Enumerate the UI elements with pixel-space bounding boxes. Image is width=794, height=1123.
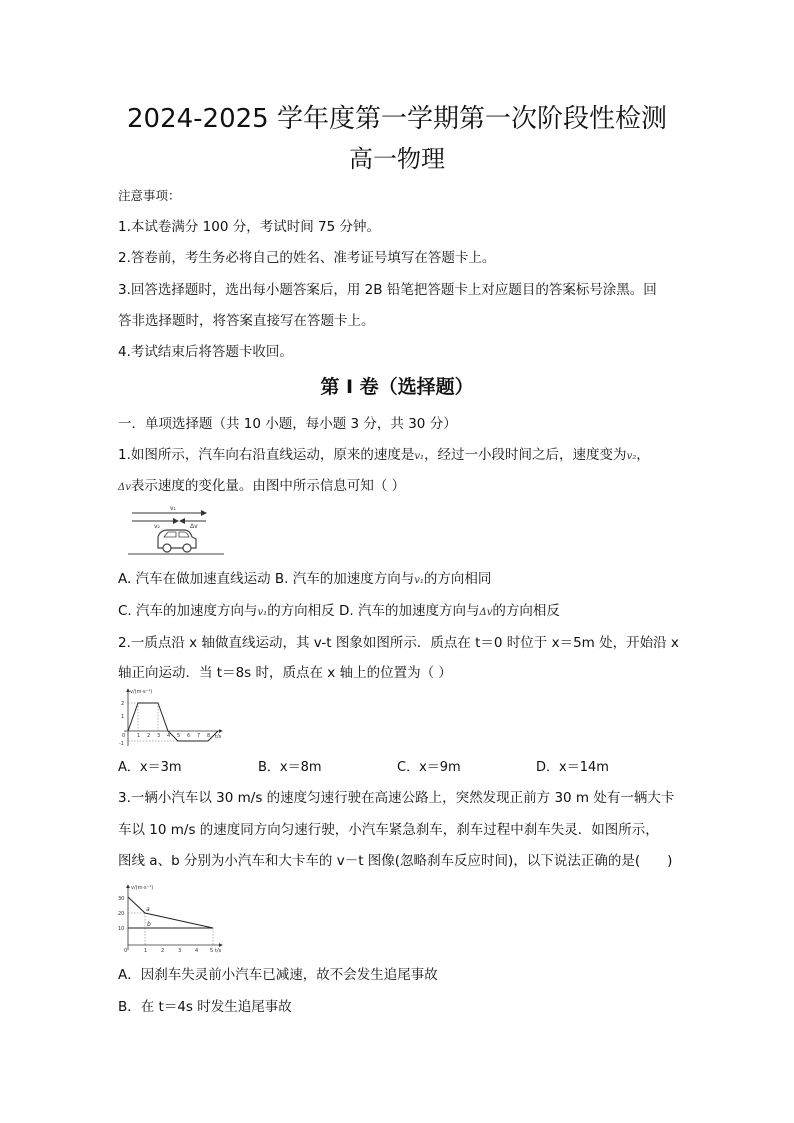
line-a <box>128 897 213 928</box>
q3-stem-line1: 3.一辆小汽车以 30 m/s 的速度匀速行驶在高速公路上，突然发现正前方 30 m 处有一辆大卡 <box>118 790 675 806</box>
y-tick-neg1: -1 <box>119 741 124 747</box>
exam-subtitle: 高一物理 <box>349 145 445 173</box>
svg-text:3: 3 <box>178 948 182 954</box>
label-b: b <box>147 921 151 928</box>
svg-text:0: 0 <box>124 948 128 954</box>
q3-option-b: B．在 t＝4s 时发生追尾事故 <box>118 999 292 1015</box>
q2-option-d: D．x＝14m <box>536 760 609 775</box>
section-title: 第 I 卷（选择题） <box>320 376 474 398</box>
dv-label: Δv <box>190 523 198 530</box>
q3-stem-line3: 图线 a、b 分别为小汽车和大卡车的 v－t 图像(忽略刹车反应时间)，以下说法正确的是( ) <box>118 853 673 869</box>
y-unit: v/(m·s⁻¹) <box>131 885 154 891</box>
guide-lines <box>128 913 213 945</box>
y-tick-2: 2 <box>121 701 125 707</box>
notes-item-4: 4.考试结束后将答题卡收回。 <box>118 344 293 360</box>
notes-item-1: 1.本试卷满分 100 分，考试时间 75 分钟。 <box>118 219 380 235</box>
q2-vt-graph <box>114 686 226 750</box>
svg-text:6: 6 <box>187 733 191 739</box>
svg-text:2: 2 <box>161 948 165 954</box>
y-tick-30: 30 <box>118 896 125 902</box>
svg-text:5: 5 <box>210 948 214 954</box>
q2-option-c: C．x＝9m <box>397 760 461 775</box>
q1-dv: Δv <box>118 482 131 493</box>
svg-text:2: 2 <box>147 733 151 739</box>
y-tick-10: 10 <box>118 926 125 932</box>
notes-heading: 注意事项： <box>118 188 181 203</box>
q1-stem-line1: 1.如图所示，汽车向右沿直线运动，原来的速度是v₁，经过一小段时间之后，速度变为v₂， <box>118 447 650 463</box>
q1-v2: v₂ <box>626 451 637 462</box>
exam-title: 2024-2025 学年度第一学期第一次阶段性检测 <box>127 104 667 134</box>
svg-text:1: 1 <box>137 733 141 739</box>
q3-stem-line2: 车以 10 m/s 的速度同方向匀速行驶，小汽车紧急刹车，刹车过程中刹车失灵．如图所示， <box>118 822 659 838</box>
q2-option-a: A．x＝3m <box>118 760 182 775</box>
svg-text:4: 4 <box>195 948 199 954</box>
x-unit: t/s <box>215 948 222 954</box>
q3-vt-graph <box>116 882 226 954</box>
q2-stem-line1: 2.一质点沿 x 轴做直线运动，其 v-t 图象如图所示．质点在 t＝0 时位于 x＝5m 处，开始沿 x <box>118 635 679 651</box>
q1-option-b: B. 汽车的加速度方向与v₁的方向相同 <box>274 571 492 587</box>
q2-option-b: B．x＝8m <box>258 760 322 775</box>
y-tick-20: 20 <box>118 911 125 917</box>
y-tick-1: 1 <box>121 714 125 720</box>
v2-label: v₂ <box>154 523 160 530</box>
svg-text:1: 1 <box>144 948 148 954</box>
svg-text:5: 5 <box>177 733 181 739</box>
q3-option-a: A．因刹车失灵前小汽车已减速，故不会发生追尾事故 <box>118 967 438 983</box>
q1-options-row2 <box>118 602 560 622</box>
y-tick-0: 0 <box>122 733 126 739</box>
q1-car-figure <box>126 500 226 558</box>
section-subtitle: 一．单项选择题（共 10 小题，每小题 3 分，共 30 分） <box>118 416 457 432</box>
vt-line <box>128 703 218 741</box>
car-icon <box>158 530 196 552</box>
svg-text:3: 3 <box>157 733 161 739</box>
q1-option-d: D. 汽车的加速度方向与Δv的方向相反 <box>338 603 560 619</box>
notes-item-2: 2.答卷前，考生务必将自己的姓名、准考证号填写在答题卡上。 <box>118 250 496 266</box>
q2-stem-line2: 轴正向运动．当 t＝8s 时，质点在 x 轴上的位置为（ ） <box>118 665 452 681</box>
x-tick-labels <box>124 948 213 954</box>
svg-text:4: 4 <box>167 733 171 739</box>
svg-text:7: 7 <box>197 733 201 739</box>
notes-item-3-cont: 答非选择题时，将答案直接写在答题卡上。 <box>118 313 375 329</box>
y-unit: v/(m·s⁻¹) <box>130 689 153 695</box>
notes-item-3: 3.回答选择题时，选出每小题答案后，用 2B 铅笔把答题卡上对应题目的答案标号涂黑。回 <box>118 282 657 298</box>
q1-stem-line2: Δv表示速度的变化量。由图中所示信息可知（ ） <box>118 478 406 494</box>
label-a: a <box>146 906 150 913</box>
v1-label: v₁ <box>170 505 176 512</box>
q1-v1: v₁ <box>414 451 425 462</box>
svg-text:8: 8 <box>207 733 211 739</box>
q1-option-a: A. 汽车在做加速直线运动 <box>118 571 271 587</box>
q1-options-row1 <box>118 570 491 590</box>
x-unit: t/s <box>215 734 222 740</box>
q1-option-c: C. 汽车的加速度方向与v₁的方向相反 <box>118 603 335 619</box>
